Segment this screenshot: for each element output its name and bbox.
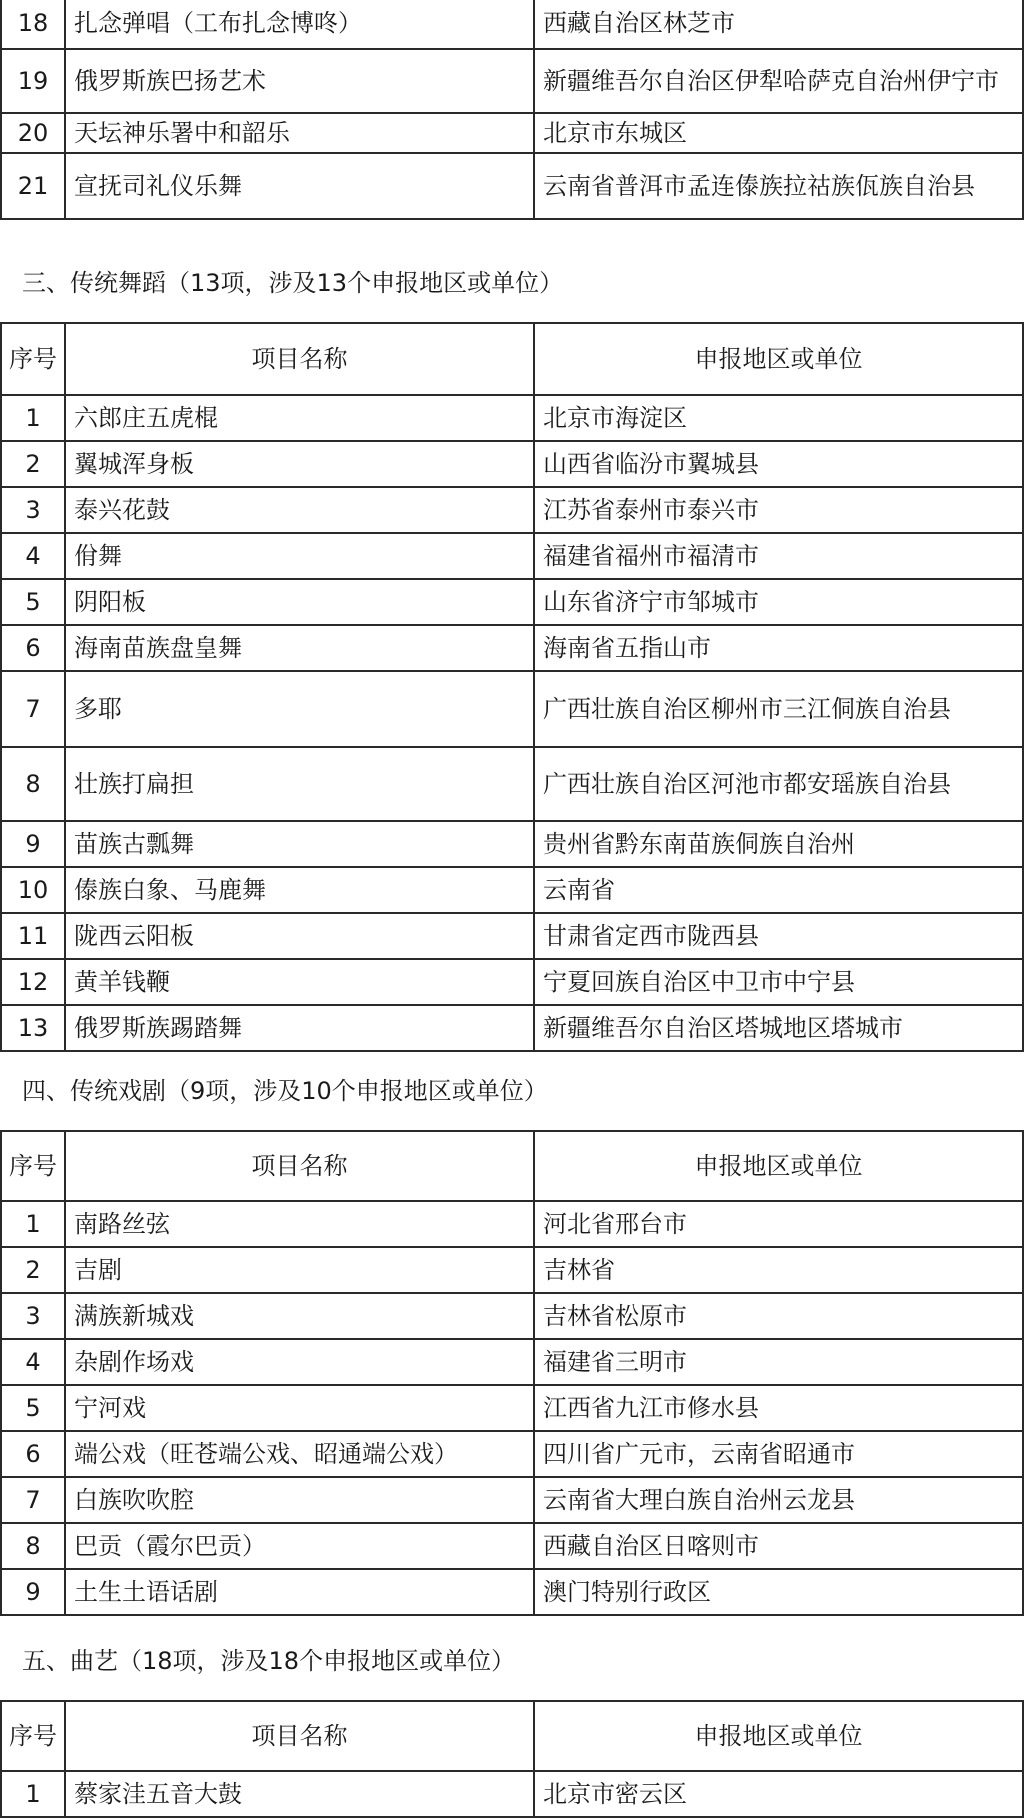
- table-row: [1, 579, 1023, 625]
- cell-index: 8: [1, 747, 65, 821]
- cell-region: 新疆维吾尔自治区塔城地区塔城市: [534, 1005, 1023, 1051]
- cell-name: 陇西云阳板: [65, 913, 534, 959]
- cell-region: 吉林省: [534, 1247, 1023, 1293]
- cell-region: 北京市海淀区: [534, 395, 1023, 441]
- cell-region: 福建省三明市: [534, 1339, 1023, 1385]
- cell-region: 广西壮族自治区柳州市三江侗族自治县: [534, 671, 1023, 747]
- cell-index: 4: [1, 1339, 65, 1385]
- cell-index: 18: [1, 0, 65, 49]
- cell-index: 21: [1, 153, 65, 219]
- cell-index: 8: [1, 1523, 65, 1569]
- table-music-continued: [0, 0, 1024, 220]
- cell-region: 云南省大理白族自治州云龙县: [534, 1477, 1023, 1523]
- table-row: [1, 747, 1023, 821]
- header-name: 项目名称: [65, 1701, 534, 1771]
- cell-region: 宁夏回族自治区中卫市中宁县: [534, 959, 1023, 1005]
- table-row: [1, 533, 1023, 579]
- table-dance: [0, 322, 1024, 1052]
- cell-index: 7: [1, 671, 65, 747]
- header-region: 申报地区或单位: [534, 1701, 1023, 1771]
- cell-region: 吉林省松原市: [534, 1293, 1023, 1339]
- table-row: [1, 1523, 1023, 1569]
- cell-name: 俄罗斯族踢踏舞: [65, 1005, 534, 1051]
- cell-name: 苗族古瓢舞: [65, 821, 534, 867]
- cell-name: 端公戏（旺苍端公戏、昭通端公戏）: [65, 1431, 534, 1477]
- table-header-row: [1, 1701, 1023, 1771]
- cell-index: 5: [1, 579, 65, 625]
- cell-name: 天坛神乐署中和韶乐: [65, 113, 534, 153]
- cell-region: 新疆维吾尔自治区伊犁哈萨克自治州伊宁市: [534, 49, 1023, 113]
- section-title-quyi: 五、曲艺（18项，涉及18个申报地区或单位）: [22, 1647, 516, 1675]
- cell-name: 翼城浑身板: [65, 441, 534, 487]
- cell-region: 海南省五指山市: [534, 625, 1023, 671]
- cell-name: 俄罗斯族巴扬艺术: [65, 49, 534, 113]
- cell-index: 9: [1, 821, 65, 867]
- table-row: [1, 671, 1023, 747]
- cell-index: 5: [1, 1385, 65, 1431]
- table-row: [1, 1293, 1023, 1339]
- cell-index: 7: [1, 1477, 65, 1523]
- cell-name: 宣抚司礼仪乐舞: [65, 153, 534, 219]
- cell-index: 11: [1, 913, 65, 959]
- cell-index: 13: [1, 1005, 65, 1051]
- cell-index: 2: [1, 441, 65, 487]
- cell-index: 1: [1, 395, 65, 441]
- table-row: [1, 487, 1023, 533]
- cell-index: 6: [1, 1431, 65, 1477]
- cell-name: 泰兴花鼓: [65, 487, 534, 533]
- cell-region: 贵州省黔东南苗族侗族自治州: [534, 821, 1023, 867]
- cell-region: 云南省: [534, 867, 1023, 913]
- cell-name: 蔡家洼五音大鼓: [65, 1771, 534, 1817]
- cell-region: 福建省福州市福清市: [534, 533, 1023, 579]
- table-header-row: [1, 323, 1023, 395]
- table-row: [1, 113, 1023, 153]
- cell-index: 4: [1, 533, 65, 579]
- cell-index: 1: [1, 1771, 65, 1817]
- cell-index: 3: [1, 487, 65, 533]
- table-header-row: [1, 1131, 1023, 1201]
- cell-region: 河北省邢台市: [534, 1201, 1023, 1247]
- table-row: [1, 0, 1023, 49]
- cell-region: 四川省广元市，云南省昭通市: [534, 1431, 1023, 1477]
- table-row: [1, 1431, 1023, 1477]
- cell-name: 阴阳板: [65, 579, 534, 625]
- cell-index: 6: [1, 625, 65, 671]
- header-name: 项目名称: [65, 1131, 534, 1201]
- cell-region: 云南省普洱市孟连傣族拉祜族佤族自治县: [534, 153, 1023, 219]
- cell-region: 山东省济宁市邹城市: [534, 579, 1023, 625]
- cell-name: 宁河戏: [65, 1385, 534, 1431]
- cell-index: 19: [1, 49, 65, 113]
- header-index: 序号: [1, 1131, 65, 1201]
- table-opera: [0, 1130, 1024, 1616]
- cell-index: 10: [1, 867, 65, 913]
- cell-index: 3: [1, 1293, 65, 1339]
- cell-index: 9: [1, 1569, 65, 1615]
- cell-name: 白族吹吹腔: [65, 1477, 534, 1523]
- cell-name: 土生土语话剧: [65, 1569, 534, 1615]
- cell-index: 12: [1, 959, 65, 1005]
- cell-region: 甘肃省定西市陇西县: [534, 913, 1023, 959]
- table-row: [1, 1477, 1023, 1523]
- cell-region: 江苏省泰州市泰兴市: [534, 487, 1023, 533]
- table-row: [1, 49, 1023, 113]
- cell-region: 江西省九江市修水县: [534, 1385, 1023, 1431]
- table-row: [1, 1771, 1023, 1817]
- table-quyi: [0, 1700, 1024, 1818]
- table-row: [1, 153, 1023, 219]
- cell-name: 巴贡（霞尔巴贡）: [65, 1523, 534, 1569]
- table-row: [1, 1569, 1023, 1615]
- table-row: [1, 1385, 1023, 1431]
- section-title-dance: 三、传统舞蹈（13项，涉及13个申报地区或单位）: [22, 269, 564, 297]
- header-region: 申报地区或单位: [534, 1131, 1023, 1201]
- cell-region: 北京市东城区: [534, 113, 1023, 153]
- header-index: 序号: [1, 1701, 65, 1771]
- table-row: [1, 1247, 1023, 1293]
- cell-name: 杂剧作场戏: [65, 1339, 534, 1385]
- table-row: [1, 867, 1023, 913]
- cell-index: 1: [1, 1201, 65, 1247]
- table-row: [1, 821, 1023, 867]
- cell-name: 佾舞: [65, 533, 534, 579]
- cell-index: 2: [1, 1247, 65, 1293]
- cell-name: 黄羊钱鞭: [65, 959, 534, 1005]
- cell-name: 扎念弹唱（工布扎念博咚）: [65, 0, 534, 49]
- cell-region: 北京市密云区: [534, 1771, 1023, 1817]
- table-row: [1, 959, 1023, 1005]
- cell-name: 海南苗族盘皇舞: [65, 625, 534, 671]
- cell-region: 山西省临汾市翼城县: [534, 441, 1023, 487]
- cell-region: 西藏自治区日喀则市: [534, 1523, 1023, 1569]
- table-row: [1, 1339, 1023, 1385]
- header-index: 序号: [1, 323, 65, 395]
- table-row: [1, 1005, 1023, 1051]
- cell-name: 六郎庄五虎棍: [65, 395, 534, 441]
- cell-region: 澳门特别行政区: [534, 1569, 1023, 1615]
- cell-name: 壮族打扁担: [65, 747, 534, 821]
- cell-region: 西藏自治区林芝市: [534, 0, 1023, 49]
- header-name: 项目名称: [65, 323, 534, 395]
- cell-name: 吉剧: [65, 1247, 534, 1293]
- header-region: 申报地区或单位: [534, 323, 1023, 395]
- table-row: [1, 441, 1023, 487]
- cell-name: 满族新城戏: [65, 1293, 534, 1339]
- table-row: [1, 395, 1023, 441]
- cell-name: 南路丝弦: [65, 1201, 534, 1247]
- table-row: [1, 1201, 1023, 1247]
- section-title-opera: 四、传统戏剧（9项，涉及10个申报地区或单位）: [22, 1077, 548, 1105]
- table-row: [1, 625, 1023, 671]
- cell-name: 多耶: [65, 671, 534, 747]
- cell-index: 20: [1, 113, 65, 153]
- cell-region: 广西壮族自治区河池市都安瑶族自治县: [534, 747, 1023, 821]
- cell-name: 傣族白象、马鹿舞: [65, 867, 534, 913]
- table-row: [1, 913, 1023, 959]
